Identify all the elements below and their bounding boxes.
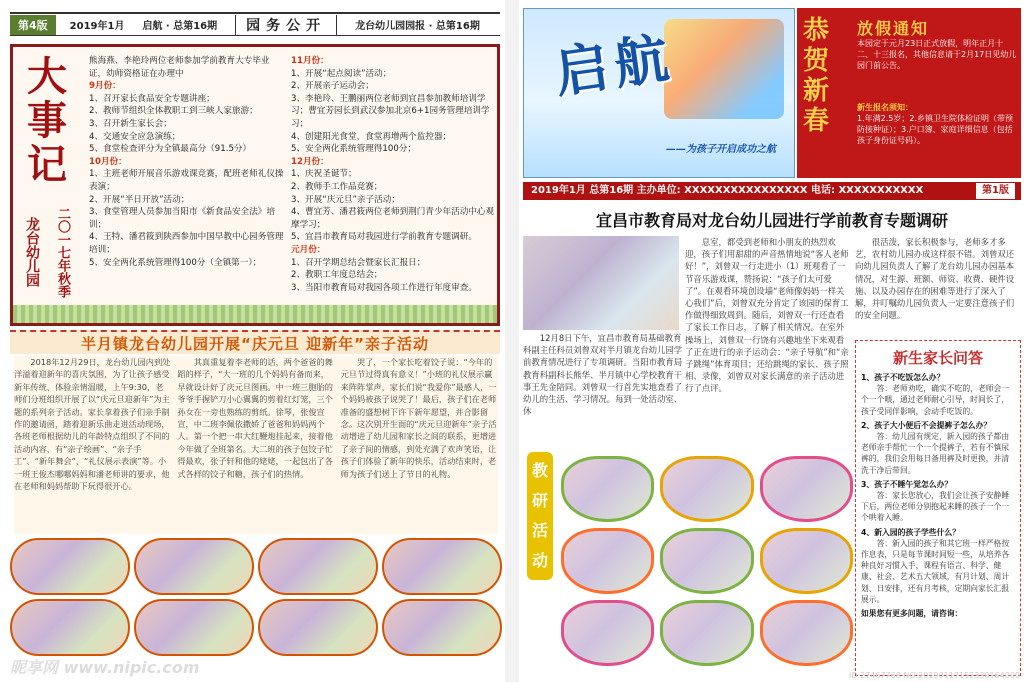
event-item: 1、开展“起点阅读”活动； bbox=[291, 68, 392, 79]
event-item: 2、教师节组织全体教职工到三峡人家旅游； bbox=[89, 106, 258, 117]
activity-photo bbox=[134, 538, 254, 595]
article-title: 半月镇龙台幼儿园开展“庆元旦 迎新年”亲子活动 bbox=[10, 330, 500, 354]
activity-photo bbox=[134, 599, 254, 656]
research-photo-grid bbox=[561, 456, 853, 666]
watermark: ID:27467768 NO:20190117152330164000 bbox=[848, 671, 1020, 680]
research-photo bbox=[760, 600, 853, 666]
event-item: 5、安全两化系统管理得100分； bbox=[291, 144, 416, 155]
event-item: 3、召开新生家长会； bbox=[89, 118, 172, 129]
paper-name: 龙台幼儿园园报 · 总第16期 bbox=[355, 21, 480, 32]
research-photo bbox=[660, 456, 753, 522]
watermark: 昵享网 www.nipic.com bbox=[10, 658, 200, 677]
activity-photo bbox=[382, 538, 502, 595]
event-item: 熊海燕、李艳玲两位老师参加学前教育大专毕业证，幼师资格证在办理中 bbox=[89, 56, 270, 79]
masthead-slogan: ——为孩子开启成功之航 bbox=[666, 144, 776, 155]
page-header bbox=[10, 12, 500, 36]
section-title: 园务公开 bbox=[235, 15, 337, 35]
research-photo bbox=[561, 456, 654, 522]
article-column-1: 2018年12月29日，龙台幼儿园内到处洋溢着迎新年的喜庆氛围，为了让孩子感受新年传统、体验亲情温暖，上午9:30，老师们分班组织开展了以“庆元旦迎新年”为主题的系列亲子活动。家长拿着孩子们亲手制作的邀请函，踏着迎新乐曲走进活动现场，各班老师根据幼儿的年龄特点组织了不同的活动内容，有“亲子绘画”、“亲子手工”、“新年舞会”、“礼仪展示表演”等。小一班王俊杰哪哪妈妈和潘老师讲的要求，他在老师和妈妈帮助下玩得很开心。 bbox=[14, 357, 171, 492]
event-item: 2、开展“半日开放”活动； bbox=[89, 194, 190, 205]
event-month-heading: 10月份： bbox=[89, 156, 127, 167]
activity-photo bbox=[10, 538, 130, 595]
event-item: 1、召开家长食品安全专题讲座； bbox=[89, 93, 215, 104]
qa-question: 3、孩子不睡午觉怎么办？ bbox=[861, 479, 953, 489]
research-photo bbox=[760, 456, 853, 522]
holiday-notice bbox=[797, 8, 1021, 178]
signup-section bbox=[857, 102, 1017, 146]
research-photo bbox=[660, 528, 753, 594]
event-item: 2、教职工年度总结会； bbox=[291, 270, 383, 281]
article-column-2: 其真重复着李老师的话，两个爸爸的舞蹈的样子，“大一班的几个妈妈有备而来，早就设计好了庆元旦图画。中一班三胞胎的爷爷手握铲刀小心翼翼的剪着红灯笼，三个孙女在一旁也熟练的剪纸。徐琴，张俊宣宣，中二班李佩依撒娇了爸爸和妈妈两个人。第一个把一串大红鞭炮挂起来，接着他今年做了全班第名。大二班的孩子包饺子忙得最欢，张子轩和他的姥姥，一起包出了各式各样的饺子和糖，孩子们的热情。 bbox=[177, 357, 333, 479]
event-item: 4、交通安全应急演练； bbox=[89, 131, 181, 142]
event-item: 5、食堂检查评分为全镇最高分（91.5分） bbox=[89, 144, 252, 155]
events-column-2 bbox=[291, 55, 496, 294]
research-activity-section bbox=[523, 452, 853, 672]
event-item: 1、召开学期总结会暨家长汇报日； bbox=[291, 257, 426, 268]
research-photo bbox=[760, 528, 853, 594]
activity-photo bbox=[10, 599, 130, 656]
article-column-3: 哭了，一个家长吃着饺子说：“今年的元旦节过得真有意义！”小班的礼仪展示赢来阵阵掌声，家长们说“我爱你”最感人，一个妈妈被孩子说哭了！最后，孩子们在老师准备的盛想树下许下新年愿望，并合影留念。这次别开生面的“庆元旦迎新年”亲子活动增进了幼儿园和家长之间的联系，更增进了亲子间的情感，到处充满了欢声笑语，让孩子们体验了新年的快乐，活动结束时，老师为孩子们送上了节日的礼物。 bbox=[340, 357, 497, 479]
parent-qa-box bbox=[855, 340, 1021, 676]
event-month-heading: 元月份： bbox=[291, 244, 326, 255]
qa-question: 2、孩子大小便后不会提裤子怎么办？ bbox=[861, 420, 992, 430]
event-month-heading: 12月份： bbox=[291, 156, 329, 167]
events-big-title: 大事记 bbox=[27, 53, 67, 188]
event-item: 5、安全两化系统管理得100分（全镇第一）； bbox=[89, 257, 262, 268]
grass-decoration bbox=[13, 305, 497, 323]
qa-footer: 如果您有更多问题，请咨询： bbox=[861, 609, 963, 619]
article-photo bbox=[523, 236, 679, 330]
event-item: 3、李艳玲、王鹏丽两位老师到宜昌参加教师培训学习；曹宜芳园长到武汉参加北京6+1园务管理培训学习； bbox=[291, 93, 490, 129]
research-photo bbox=[660, 600, 753, 666]
activity-photo bbox=[382, 599, 502, 656]
new-year-greeting: 恭贺新春 bbox=[803, 16, 830, 136]
events-side-label-2: 二〇一七年秋季 bbox=[55, 207, 70, 298]
events-side-label-1: 龙台幼儿园 bbox=[24, 217, 40, 287]
notice-body: 本园定于元月23日正式放假，明年正月十二、十三报名，其他信息请于2月17日见幼儿园门前公告。 bbox=[857, 39, 1017, 70]
masthead bbox=[523, 8, 795, 178]
research-photo bbox=[561, 600, 654, 666]
notice-title: 放假通知 bbox=[857, 19, 930, 38]
activity-photo bbox=[258, 538, 378, 595]
event-month-heading: 11月份： bbox=[291, 56, 329, 66]
article-text-2: 息室，都受到老师和小朋友的热烈欢迎，孩子们用甜甜的声音热情地说“客人老师好！”，刘曾双一行走进小（1）班观看了一节音乐游戏课，赞扬说：“孩子们太可爱了”。在观看环境创设墙“老师像妈妈一样关心我们”后，刘曾双充分肯定了该园的保育工作做得细致周到。随后，刘曾双一行还查看了家长工作日志，了解了相关情况。在室外操场上，刘曾双一行饶有兴趣地坐下来观看了正在进行的亲子运动会：“亲子导航”和“亲子跳绳”体育项目；还给跳绳的家长、孩子照相、录像，刘曾双对家长满意的亲子活动进行了点评。 bbox=[685, 237, 849, 394]
masthead-logo: 启航 bbox=[550, 24, 679, 106]
issue-number: 启航 · 总第16期 bbox=[142, 21, 218, 32]
event-item: 4、曹宜芳、潘君筱两位老师到荆门青少年活动中心观摩学习； bbox=[291, 207, 495, 230]
issue-date: 2019年1月 bbox=[69, 21, 125, 32]
activity-photo bbox=[258, 599, 378, 656]
research-photo bbox=[561, 528, 654, 594]
qa-answer: 答：家长您放心，我们会让孩子安静睡下后，两位老师分别抱起来睡的孩子一个一个哄着入睡。 bbox=[861, 491, 1010, 523]
event-item: 3、开展“庆元旦”亲子活动； bbox=[291, 194, 400, 205]
qa-answer: 答：幼儿园有规定，新入园的孩子都由老师亲手帮忙一个一个提裤子，若有不慎尿裤的，我们会用每日备用裤及时更换，并清洗干净后带回。 bbox=[861, 432, 1010, 475]
signup-items: 1.年满2.5岁；2.乡镇卫生院体检证明（带预防接种证）；3.户口簿、家庭详细信息（包括孩子身份证号码）。 bbox=[857, 114, 1013, 145]
events-column-1 bbox=[89, 55, 285, 269]
qa-answer: 答：老师劝吃，确实不吃的，老师会一个一个喂，通过老师耐心引导，时间长了，孩子受同伴影响，会动手吃饭的。 bbox=[861, 384, 1010, 416]
masthead-illustration bbox=[664, 19, 784, 119]
article-text-3: 很活泼，家长积极参与，老师多才多艺，农村幼儿园办成这样很不错。刘曾双还向幼儿园负责人了解了龙台幼儿园办园基本情况，对生源、班额、师资、收费、硬件设施、以及办园存在的困难等进行了深入了解，并叮嘱幼儿园负责人一定要注意孩子们的安全问题。 bbox=[855, 237, 1015, 321]
event-item: 3、当阳市教育局对我园各项工作进行年度审查。 bbox=[291, 282, 477, 293]
signup-title: 新生报名须知： bbox=[857, 103, 913, 112]
qa-question: 1、孩子不吃饭怎么办？ bbox=[861, 373, 945, 382]
issue-info-bar bbox=[523, 182, 1021, 200]
left-page bbox=[0, 0, 505, 682]
event-item: 1、庆祝圣诞节； bbox=[291, 169, 357, 180]
event-item: 4、创建阳光食堂，食堂再增两个监控器； bbox=[291, 131, 452, 142]
qa-answer: 答：新入园的孩子和其它班一样严格按作息表，只是每节课时间短一些，从培养各种良好习惯入手，课程有语言、科学、健康、社会、艺术五大领域，有月计划、周计划、日安排，还有月考核，定期向家长汇报展示。 bbox=[861, 538, 1010, 604]
qa-question: 4、新入园的孩子学些什么？ bbox=[861, 527, 960, 537]
event-month-heading: 9月份： bbox=[89, 81, 121, 92]
qa-body bbox=[856, 372, 1020, 619]
event-item: 4、王特、潘君筱到陕西参加中国早教中心园务管理培训； bbox=[89, 232, 284, 255]
right-page bbox=[519, 0, 1024, 682]
qa-title: 新生家长问答 bbox=[892, 349, 983, 367]
article-title: 宜昌市教育局对龙台幼儿园进行学前教育专题调研 bbox=[595, 211, 948, 230]
research-label: 教研活动 bbox=[527, 452, 553, 580]
article-columns bbox=[14, 356, 498, 534]
article-text-1: 12月8日下午，宜昌市教育局基础教育科副主任科员刘曾双对半月镇龙台幼儿园学前教育情况进行了专项调研。当阳市教育局教育科副科长熊华、半月镇中心学校教育干事王先金陪同。刘曾双一行首先实地查看了幼儿的生活、学习情况。每到一处活动室、休 bbox=[523, 333, 683, 417]
event-item: 2、开展亲子运动会； bbox=[291, 81, 374, 92]
version-badge: 第1版 bbox=[976, 183, 1015, 199]
event-item: 1、主班老师开展音乐游戏课竞赛，配班老师礼仪操表演； bbox=[89, 169, 284, 192]
event-item: 3、食堂管理人员参加当阳市《新食品安全法》培训； bbox=[89, 207, 275, 230]
activity-photo-grid bbox=[10, 538, 502, 656]
page-gutter bbox=[505, 0, 519, 682]
event-item: 5、宜昌市教育局对我园进行学前教育专题调研。 bbox=[291, 232, 477, 243]
event-item: 2、教师手工作品竞赛； bbox=[291, 181, 383, 192]
events-box bbox=[10, 44, 500, 326]
issue-info-text: 2019年1月 总第16期 主办单位: XXXXXXXXXXXXXXXX 电话: XXXXXXXXXXX bbox=[531, 185, 924, 196]
version-badge: 第4版 bbox=[10, 15, 56, 35]
